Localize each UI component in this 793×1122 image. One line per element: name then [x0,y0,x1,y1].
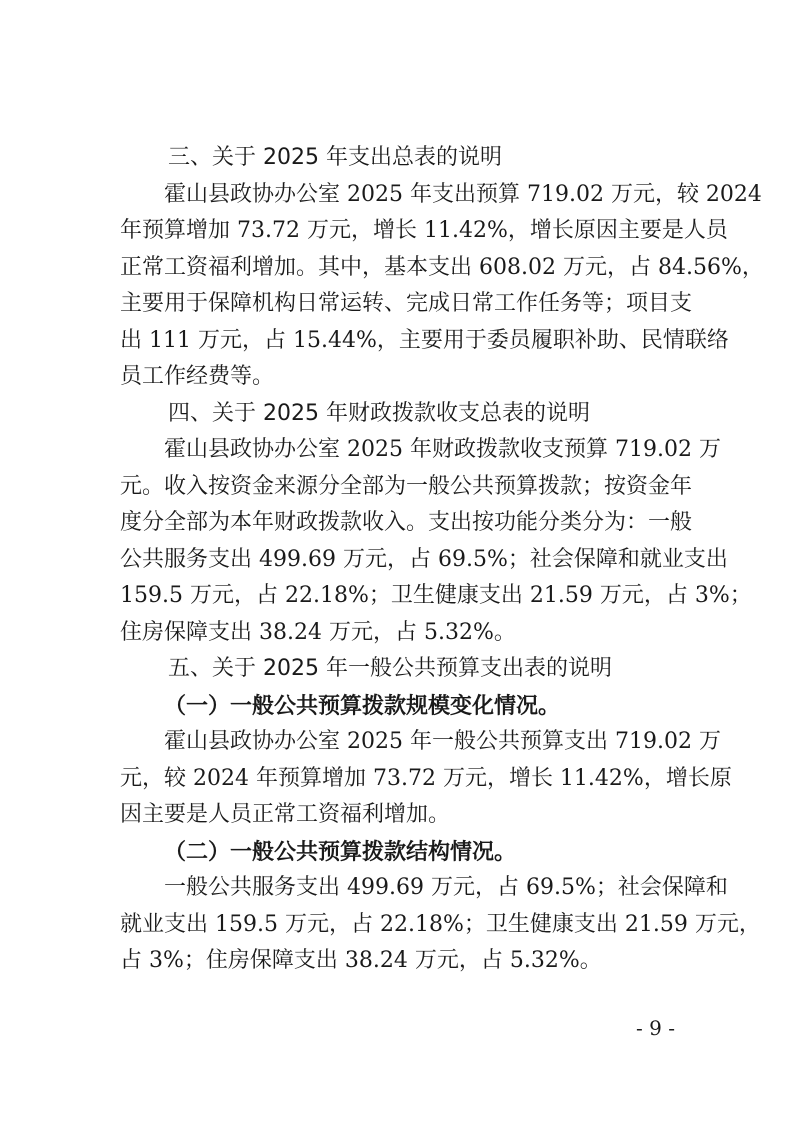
paragraph-line: 占 3%；住房保障支出 38.24 万元，占 5.32%。 [120,948,602,973]
paragraph-line: 元，较 2024 年预算增加 73.72 万元，增长 11.42%，增长原 [120,765,732,791]
paragraph-line: 员工作经费等。 [120,364,275,389]
paragraph-line: 霍山县政协办公室 2025 年一般公共预算支出 719.02 万 [164,729,721,754]
paragraph-line: 霍山县政协办公室 2025 年财政拨款收支预算 719.02 万 [164,437,721,462]
section-heading-3: 三、关于 2025 年支出总表的说明 [168,145,502,170]
section-heading-4: 四、关于 2025 年财政拨款收支总表的说明 [168,400,590,426]
paragraph-line: 因主要是人员正常工资福利增加。 [120,802,451,827]
paragraph-line: 霍山县政协办公室 2025 年支出预算 719.02 万元，较 2024 [164,181,762,207]
paragraph-line: 正常工资福利增加。其中，基本支出 608.02 万元，占 84.56%， [120,254,764,280]
paragraph-line: 主要用于保障机构日常运转、完成日常工作任务等；项目支 [120,291,693,316]
page-number: - 9 - [636,1016,675,1040]
paragraph-line: 就业支出 159.5 万元，占 22.18%；卫生健康支出 21.59 万元， [120,911,761,937]
document-body [120,140,764,980]
paragraph-line: 一般公共服务支出 499.69 万元，占 69.5%；社会保障和 [164,875,728,900]
subsection-heading-2: （二）一般公共预算拨款结构情况。 [164,838,517,865]
subsection-heading-1: （一）一般公共预算拨款规模变化情况。 [164,692,561,719]
paragraph-line: 度分全部为本年财政拨款收入。支出按功能分类分为：一般 [120,510,693,535]
paragraph-line: 159.5 万元，占 22.18%；卫生健康支出 21.59 万元，占 3%； [120,583,752,608]
paragraph-line: 住房保障支出 38.24 万元，占 5.32%。 [120,619,516,645]
paragraph-line: 元。收入按资金来源分全部为一般公共预算拨款；按资金年 [120,473,693,499]
paragraph-line: 公共服务支出 499.69 万元，占 69.5%；社会保障和就业支出 [120,546,728,572]
paragraph-line: 出 111 万元，占 15.44%，主要用于委员履职补助、民情联络 [120,327,729,353]
section-heading-5: 五、关于 2025 年一般公共预算支出表的说明 [168,656,612,681]
paragraph-line: 年预算增加 73.72 万元，增长 11.42%，增长原因主要是人员 [120,218,728,243]
